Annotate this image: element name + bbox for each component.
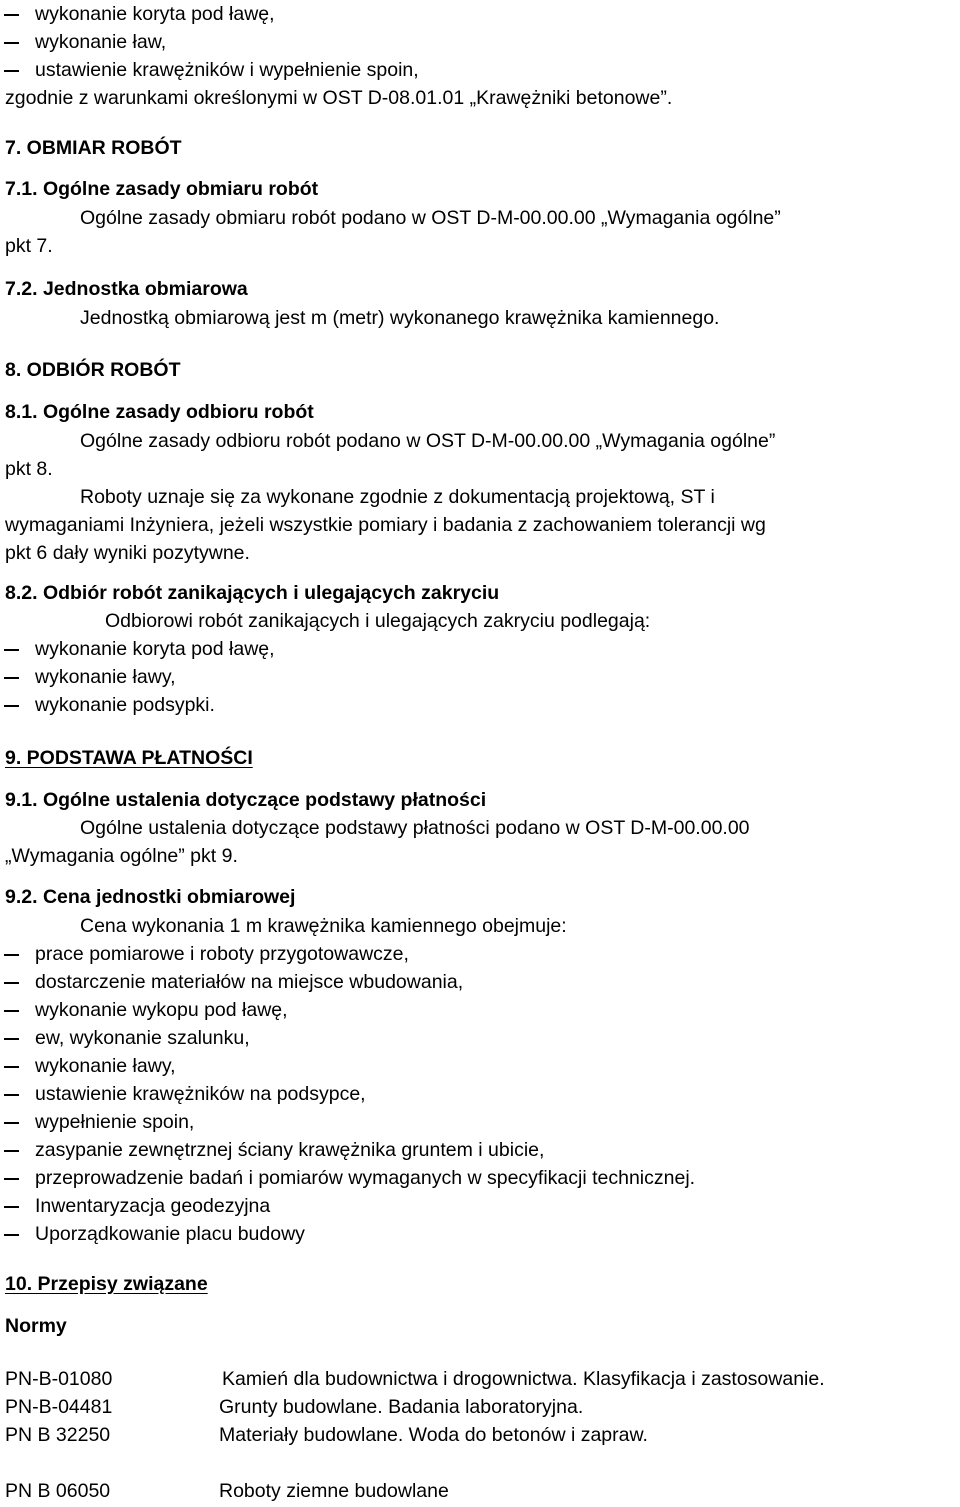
paragraph-line: Cena wykonania 1 m krawężnika kamiennego obejmuje: [80,915,567,937]
paragraph-line: Ogólne zasady obmiaru robót podano w OST D-M-00.00.00 „Wymagania ogólne” [80,207,781,229]
bullet-dash-icon [4,677,19,679]
subsection-heading-7-1: 7.1. Ogólne zasady obmiaru robót [5,178,319,200]
bullet-dash-icon [4,1010,19,1012]
list-item: wykonanie wykopu pod ławę, [35,999,288,1021]
bullet-dash-icon [4,1094,19,1096]
section-heading-10: 10. Przepisy związane [5,1273,208,1295]
paragraph-line: „Wymagania ogólne” pkt 9. [5,845,238,867]
list-item: Uporządkowanie placu budowy [35,1223,305,1245]
bullet-dash-icon [4,42,19,44]
list-item: prace pomiarowe i roboty przygotowawcze, [35,943,409,965]
bullet-dash-icon [4,649,19,651]
section-heading-8: 8. ODBIÓR ROBÓT [5,359,181,381]
norm-code: PN-B-01080 [5,1368,113,1390]
list-item: dostarczenie materiałów na miejsce wbudowania, [35,971,464,993]
section-heading-9: 9. PODSTAWA PŁATNOŚCI [5,747,253,769]
bullet-dash-icon [4,1178,19,1180]
norm-title: Kamień dla budownictwa i drogownictwa. Klasyfikacja i zastosowanie. [222,1368,825,1390]
list-item: wykonanie koryta pod ławę, [35,638,275,660]
paragraph-line: Jednostką obmiarową jest m (metr) wykonanego krawężnika kamiennego. [80,307,720,329]
bullet-dash-icon [4,1234,19,1236]
bullet-dash-icon [4,954,19,956]
paragraph-line: Ogólne zasady odbioru robót podano w OST D-M-00.00.00 „Wymagania ogólne” [80,430,776,452]
norm-code: PN B 06050 [5,1480,111,1502]
list-item: Inwentaryzacja geodezyjna [35,1195,271,1217]
paragraph-line: wymaganiami Inżyniera, jeżeli wszystkie pomiary i badania z zachowaniem tolerancji wg [5,514,766,536]
paragraph-line: Roboty uznaje się za wykonane zgodnie z dokumentacją projektową, ST i [80,486,715,508]
bullet-dash-icon [4,1066,19,1068]
bullet-dash-icon [4,1038,19,1040]
subsection-heading-7-2: 7.2. Jednostka obmiarowa [5,278,248,300]
bullet-dash-icon [4,705,19,707]
norm-code: PN B 32250 [5,1424,111,1446]
norm-title: Roboty ziemne budowlane [219,1480,449,1502]
list-item: przeprowadzenie badań i pomiarów wymaganych w specyfikacji technicznej. [35,1167,696,1189]
bullet-dash-icon [4,1122,19,1124]
subsection-heading-8-2: 8.2. Odbiór robót zanikających i ulegających zakryciu [5,582,500,604]
list-item: ustawienie krawężników na podsypce, [35,1083,366,1105]
list-item: wykonanie ław, [35,31,167,53]
list-item: ustawienie krawężników i wypełnienie spoin, [35,59,419,81]
bullet-dash-icon [4,982,19,984]
bullet-dash-icon [4,14,19,16]
bullet-dash-icon [4,1206,19,1208]
list-item: wykonanie podsypki. [35,694,215,716]
paragraph-line: pkt 6 dały wyniki pozytywne. [5,542,250,564]
subsection-heading-9-2: 9.2. Cena jednostki obmiarowej [5,886,296,908]
list-item: ew, wykonanie szalunku, [35,1027,250,1049]
paragraph-line: Ogólne ustalenia dotyczące podstawy płatności podano w OST D-M-00.00.00 [80,817,750,839]
paragraph-line: pkt 7. [5,235,53,257]
bullet-dash-icon [4,1150,19,1152]
list-item: wykonanie ławy, [35,666,176,688]
section-heading-7: 7. OBMIAR ROBÓT [5,137,182,159]
norms-heading: Normy [5,1315,67,1337]
norm-title: Materiały budowlane. Woda do betonów i zapraw. [219,1424,648,1446]
paragraph-line: zgodnie z warunkami określonymi w OST D-08.01.01 „Krawężniki betonowe”. [5,87,673,109]
paragraph-line: Odbiorowi robót zanikających i ulegających zakryciu podlegają: [105,610,651,632]
list-item: wykonanie ławy, [35,1055,176,1077]
list-item: zasypanie zewnętrznej ściany krawężnika gruntem i ubicie, [35,1139,545,1161]
bullet-dash-icon [4,70,19,72]
subsection-heading-9-1: 9.1. Ogólne ustalenia dotyczące podstawy płatności [5,789,487,811]
norm-code: PN-B-04481 [5,1396,113,1418]
list-item: wypełnienie spoin, [35,1111,195,1133]
norm-title: Grunty budowlane. Badania laboratoryjna. [219,1396,584,1418]
paragraph-line: pkt 8. [5,458,53,480]
list-item: wykonanie koryta pod ławę, [35,3,275,25]
subsection-heading-8-1: 8.1. Ogólne zasady odbioru robót [5,401,314,423]
